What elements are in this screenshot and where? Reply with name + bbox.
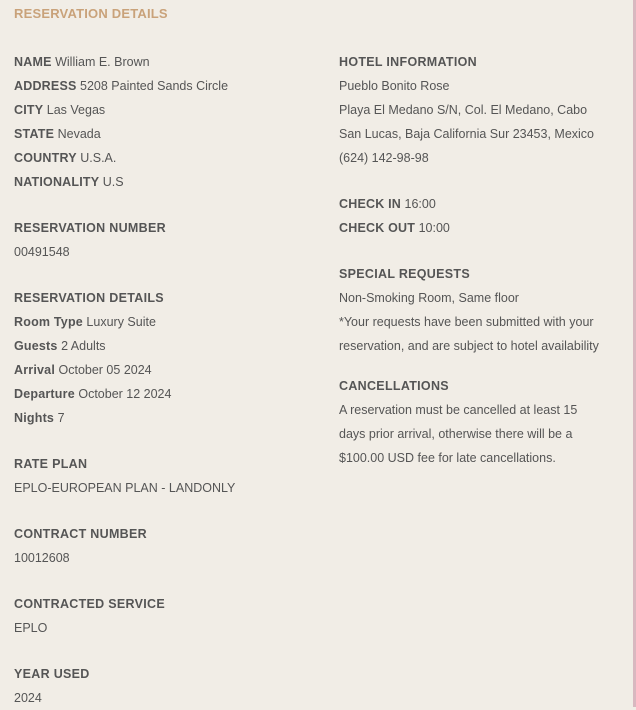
reservation-number-value: 00491548 xyxy=(14,245,70,259)
state-value: Nevada xyxy=(57,127,101,141)
room-type-row xyxy=(14,310,324,334)
address-value: 5208 Painted Sands Circle xyxy=(80,79,229,93)
cancellations-line2: days prior arrival, otherwise there will be a xyxy=(339,427,573,441)
spacer xyxy=(14,430,324,452)
contracted-service-heading: CONTRACTED SERVICE xyxy=(14,597,166,611)
check-in-value: 16:00 xyxy=(404,197,436,211)
spacer xyxy=(339,240,629,262)
cancellations-line3: $100.00 USD fee for late cancellations. xyxy=(339,451,556,465)
spacer xyxy=(339,170,629,192)
name-label: NAME xyxy=(14,55,52,69)
guest-state-row xyxy=(14,122,324,146)
nights-value: 7 xyxy=(57,411,65,425)
page-title: RESERVATION DETAILS xyxy=(14,6,168,21)
hotel-name: Pueblo Bonito Rose xyxy=(339,79,450,93)
year-used-value: 2024 xyxy=(14,691,42,705)
country-label: COUNTRY xyxy=(14,151,77,165)
city-value: Las Vegas xyxy=(46,103,106,117)
special-requests-note-line1: *Your requests have been submitted with your xyxy=(339,315,594,329)
nationality-value: U.S xyxy=(102,175,124,189)
check-in-label: CHECK IN xyxy=(339,197,402,211)
check-out-value: 10:00 xyxy=(418,221,450,235)
cancellations-heading: CANCELLATIONS xyxy=(339,379,449,393)
special-requests-note-line2: reservation, and are subject to hotel availability xyxy=(339,339,599,353)
special-requests-heading: SPECIAL REQUESTS xyxy=(339,267,470,281)
nights-row xyxy=(14,406,324,430)
reservation-details-heading: RESERVATION DETAILS xyxy=(14,291,164,305)
departure-label: Departure xyxy=(14,387,75,401)
spacer xyxy=(14,640,324,662)
guest-country-row xyxy=(14,146,324,170)
guests-label: Guests xyxy=(14,339,58,353)
arrival-row xyxy=(14,358,324,382)
rate-plan-value: EPLO-EUROPEAN PLAN - LANDONLY xyxy=(14,481,236,495)
hotel-information-heading: HOTEL INFORMATION xyxy=(339,55,477,69)
year-used-heading: YEAR USED xyxy=(14,667,90,681)
guest-name-row xyxy=(14,50,324,74)
arrival-value: October 05 2024 xyxy=(58,363,152,377)
room-type-value: Luxury Suite xyxy=(86,315,156,329)
spacer xyxy=(14,194,324,216)
guest-address-row xyxy=(14,74,324,98)
hotel-phone: (624) 142-98-98 xyxy=(339,151,429,165)
nights-label: Nights xyxy=(14,411,55,425)
check-out-label: CHECK OUT xyxy=(339,221,416,235)
room-type-label: Room Type xyxy=(14,315,83,329)
arrival-label: Arrival xyxy=(14,363,56,377)
left-column xyxy=(14,50,324,710)
city-label: CITY xyxy=(14,103,44,117)
check-in-row xyxy=(339,192,629,216)
right-column xyxy=(339,50,629,470)
spacer xyxy=(14,264,324,286)
check-out-row xyxy=(339,216,629,240)
contracted-service-value: EPLO xyxy=(14,621,48,635)
guest-city-row xyxy=(14,98,324,122)
departure-row xyxy=(14,382,324,406)
guests-row xyxy=(14,334,324,358)
spacer xyxy=(14,500,324,522)
departure-value: October 12 2024 xyxy=(78,387,172,401)
address-label: ADDRESS xyxy=(14,79,77,93)
contract-number-heading: CONTRACT NUMBER xyxy=(14,527,147,541)
hotel-address-line2: San Lucas, Baja California Sur 23453, Mexico xyxy=(339,127,595,141)
country-value: U.S.A. xyxy=(80,151,117,165)
rate-plan-heading: RATE PLAN xyxy=(14,457,88,471)
hotel-address-line1: Playa El Medano S/N, Col. El Medano, Cabo xyxy=(339,103,588,117)
nationality-label: NATIONALITY xyxy=(14,175,100,189)
cancellations-line1: A reservation must be cancelled at least 15 xyxy=(339,403,578,417)
contract-number-value: 10012608 xyxy=(14,551,70,565)
state-label: STATE xyxy=(14,127,55,141)
guests-value: 2 Adults xyxy=(61,339,106,353)
reservation-number-heading: RESERVATION NUMBER xyxy=(14,221,166,235)
spacer xyxy=(14,570,324,592)
guest-nationality-row xyxy=(14,170,324,194)
spacer xyxy=(339,358,629,374)
special-requests-value: Non-Smoking Room, Same floor xyxy=(339,291,519,305)
name-value: William E. Brown xyxy=(55,55,150,69)
